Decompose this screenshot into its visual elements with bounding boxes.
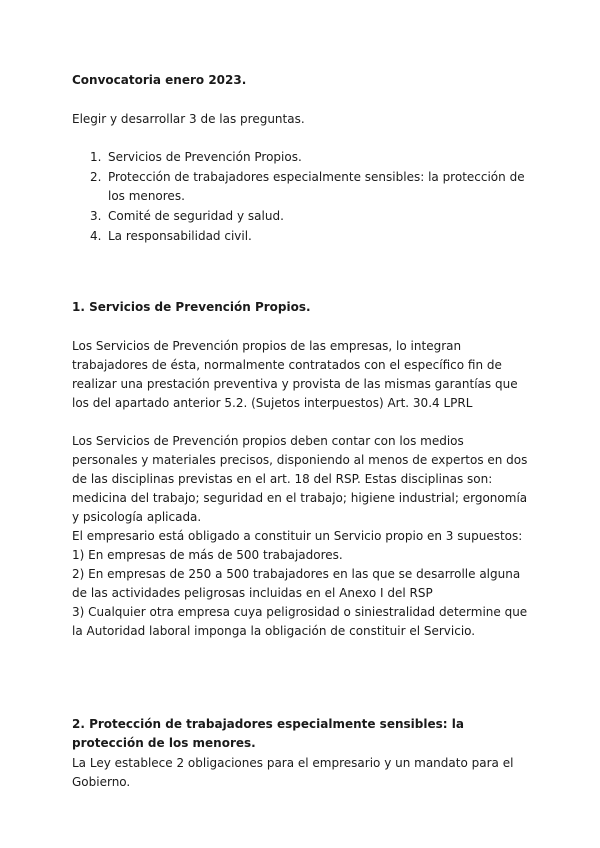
section-1-paragraph: Los Servicios de Prevención propios de las empresas, lo integran trabajadores de ésta, normalmente contratados con el específico fin de realizar una prestación preventiva y provista de las mismas garantías que los del apartado anterior 5.2. (Sujetos interpuestos) Art. 30.4 LPRL: [72, 339, 518, 410]
question-item: [72, 207, 532, 226]
question-text: Protección de trabajadores especialmente sensibles: la protección de los menores.: [108, 170, 525, 203]
question-item: [72, 148, 532, 167]
section-2-heading: 2. Protección de trabajadores especialmente sensibles: la protección de los menores.: [72, 717, 464, 750]
question-item: [72, 168, 532, 206]
question-text: La responsabilidad civil.: [108, 229, 252, 243]
question-number: 2.: [90, 170, 102, 184]
section-1-paragraph: Los Servicios de Prevención propios deben contar con los medios personales y materiales precisos, disponiendo al menos de expertos en dos de las disciplinas previstas en el art. 18 del RSP. Estas disciplinas son: medicina del trabajo; seguridad en el trabajo; higiene industrial; ergonomía y psicología aplicada.: [72, 434, 528, 524]
question-number: 3.: [90, 209, 102, 223]
question-number: 4.: [90, 229, 102, 243]
question-number: 1.: [90, 150, 102, 164]
supuesto-item: 3) Cualquier otra empresa cuya peligrosidad o siniestralidad determine que la Autoridad laboral imponga la obligación de constituir el Servicio.: [72, 605, 528, 638]
instruction-text: Elegir y desarrollar 3 de las preguntas.: [72, 112, 305, 126]
question-text: Servicios de Prevención Propios.: [108, 150, 302, 164]
questions-list: [72, 148, 532, 247]
section-2-paragraph: La Ley establece 2 obligaciones para el empresario y un mandato para el Gobierno.: [72, 756, 514, 789]
supuesto-item: 2) En empresas de 250 a 500 trabajadores en las que se desarrolle alguna de las actividades peligrosas incluidas en el Anexo I del RSP: [72, 567, 521, 600]
question-text: Comité de seguridad y salud.: [108, 209, 284, 223]
question-item: [72, 227, 532, 246]
supuestos-block: [72, 527, 532, 641]
section-1-heading: 1. Servicios de Prevención Propios.: [72, 300, 311, 314]
document-title: Convocatoria enero 2023.: [72, 73, 247, 87]
supuestos-intro: El empresario está obligado a constituir un Servicio propio en 3 supuestos:: [72, 529, 523, 543]
supuesto-item: 1) En empresas de más de 500 trabajadores.: [72, 548, 343, 562]
